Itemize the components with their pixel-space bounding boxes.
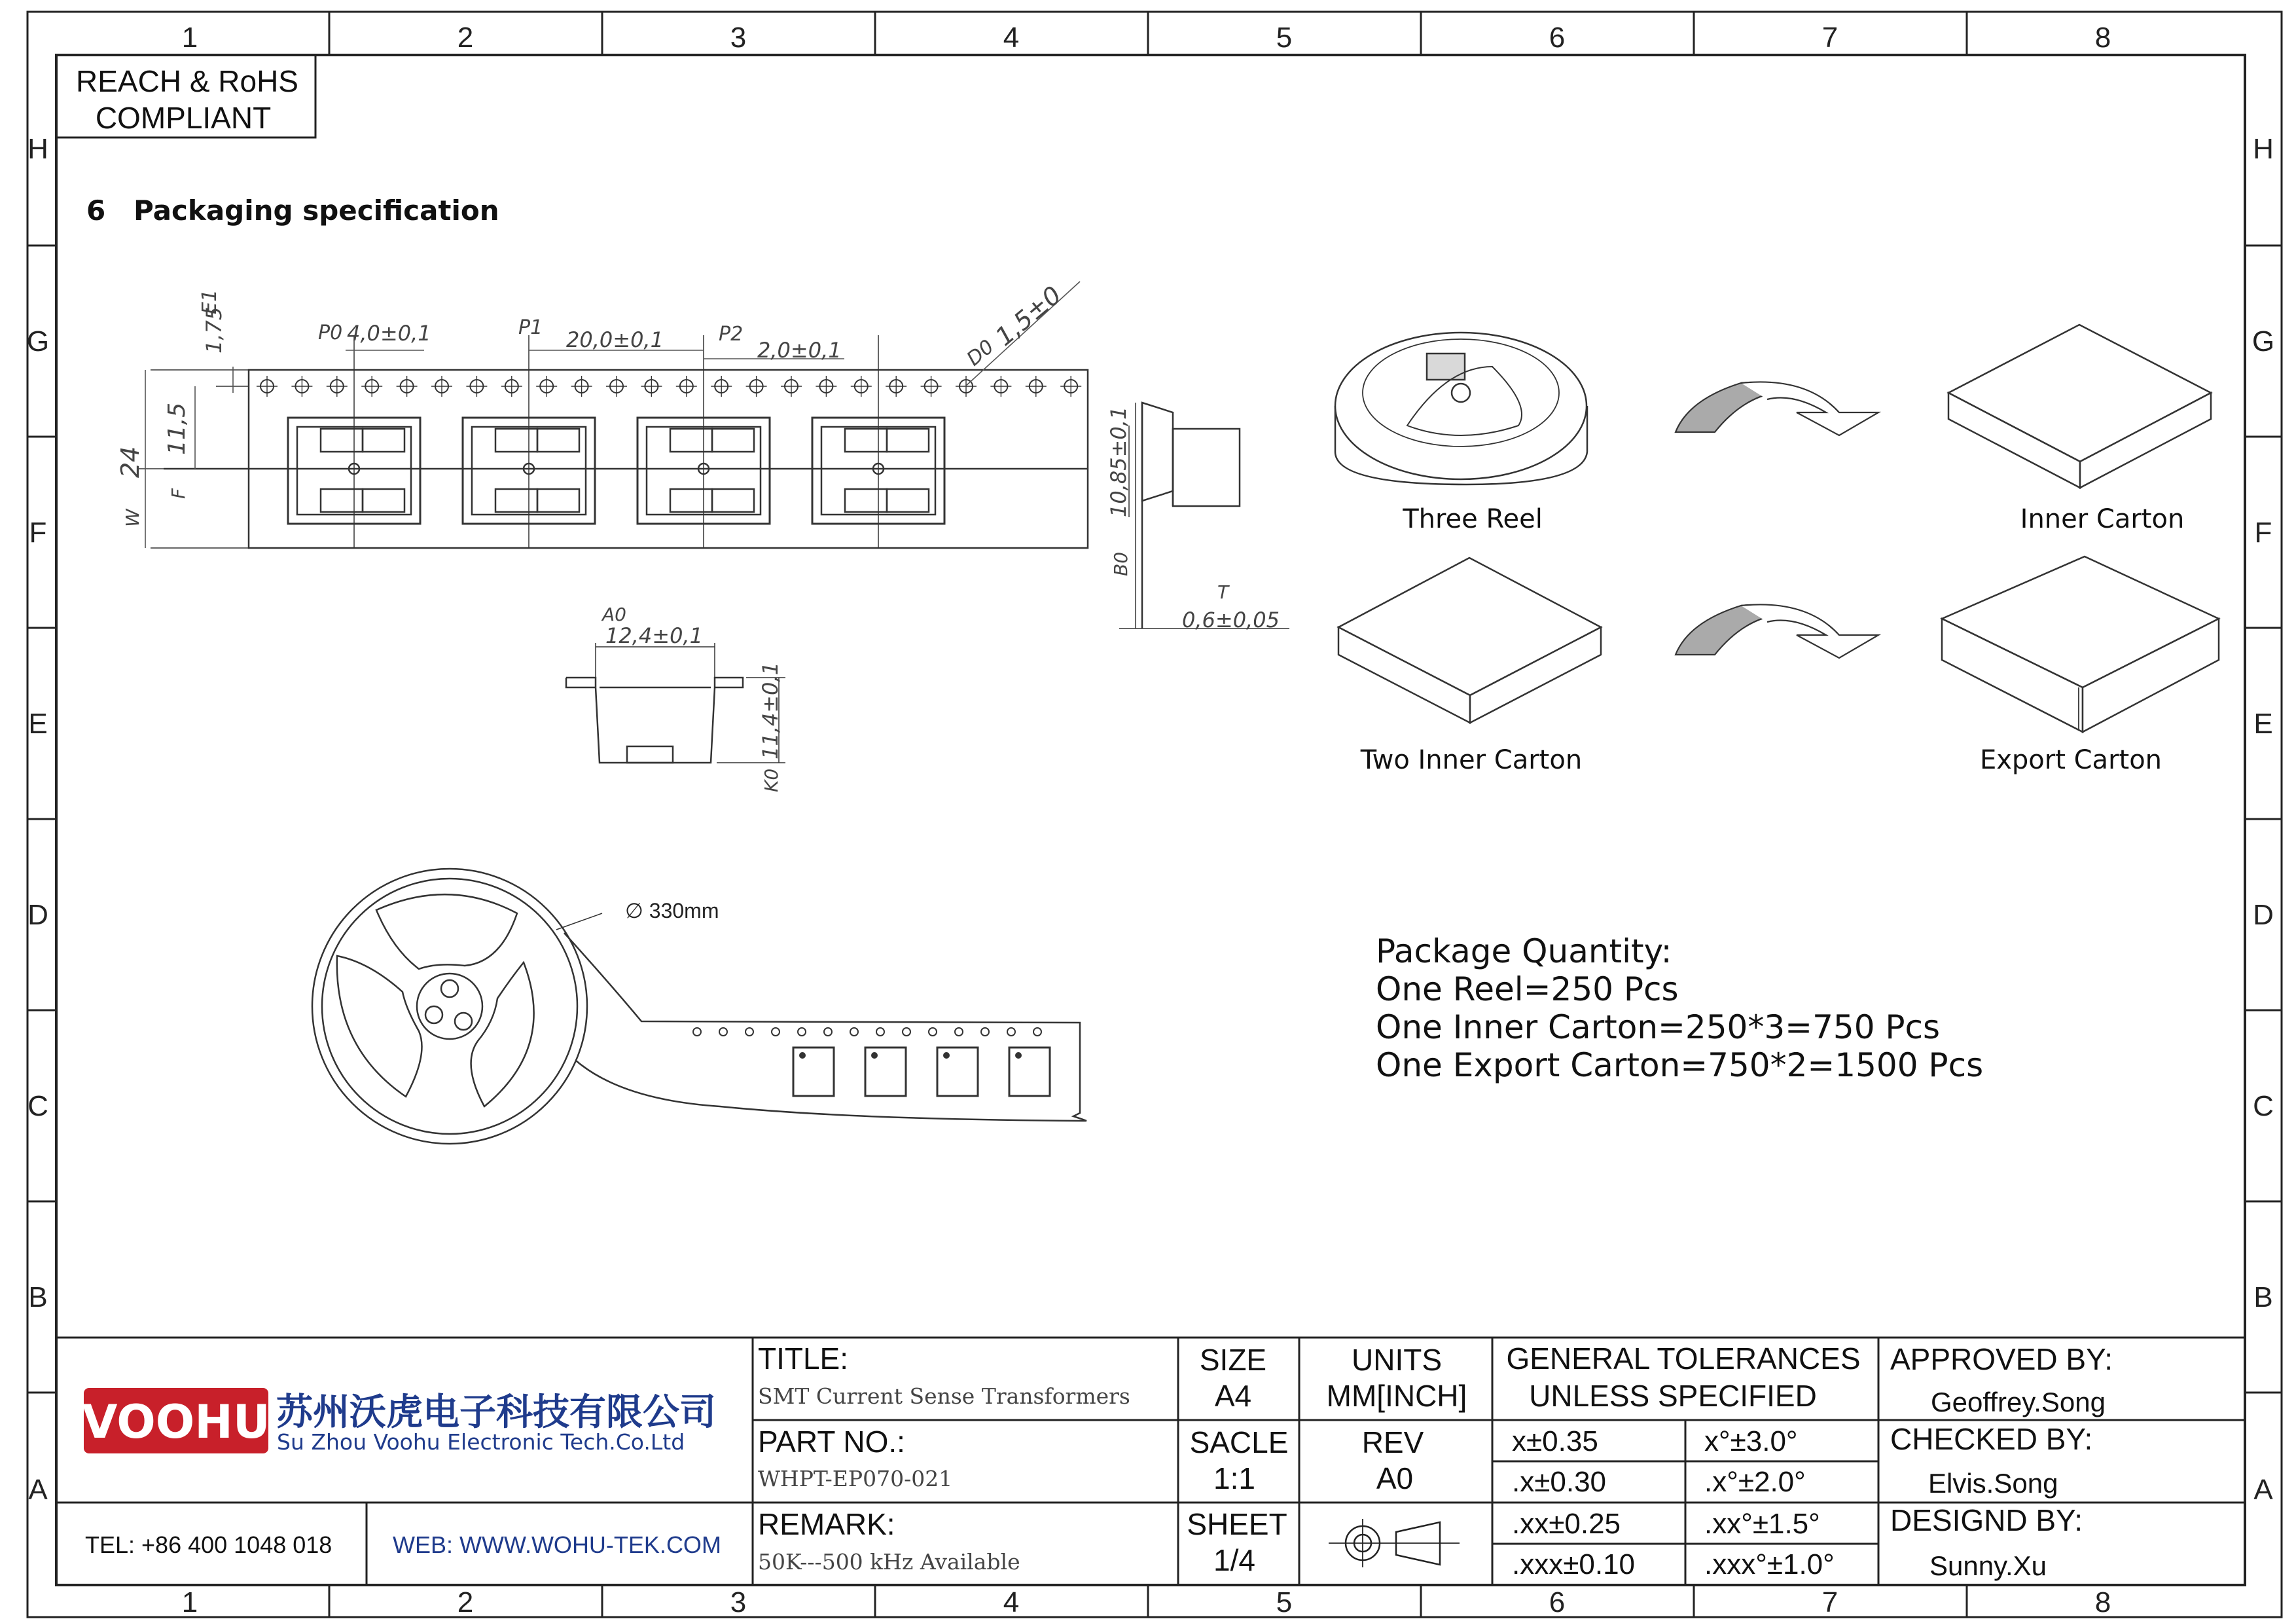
dim-k0-value: 11,4±0,1	[758, 662, 783, 759]
col-label-6-bottom: 6	[1549, 1586, 1566, 1618]
sprocket-hole-crosshair	[641, 376, 662, 397]
package-quantity-line-2: One Inner Carton=250*3=750 Pcs	[1376, 1008, 1941, 1046]
dim-t-value: 0,6±0,05	[1182, 608, 1280, 632]
package-quantity-heading: Package Quantity:	[1376, 932, 1672, 970]
units-label: UNITS	[1352, 1343, 1442, 1377]
label-export-carton: Export Carton	[1979, 745, 2162, 775]
reel-tape-hole	[798, 1028, 806, 1036]
row-label-a-right: A	[2253, 1474, 2273, 1506]
tolerance-1-linear: x±0.35	[1512, 1425, 1598, 1457]
col-label-8-top: 8	[2094, 22, 2111, 54]
dim-e1-value: 1,75	[202, 306, 226, 354]
sprocket-hole-crosshair	[536, 376, 557, 397]
tolerance-3-linear: .xx±0.25	[1512, 1508, 1621, 1540]
dim-p0-value: 4,0±0,1	[347, 321, 431, 346]
col-label-5-bottom: 5	[1276, 1586, 1293, 1618]
logo-text: VOOHU	[82, 1395, 270, 1449]
reel-tape-hole	[1033, 1028, 1041, 1036]
dim-f-tag: F	[168, 488, 189, 499]
carton-3d-two-inner	[1338, 558, 1601, 723]
flow-arrow-icon-2	[1676, 604, 1878, 658]
title-label: TITLE:	[758, 1341, 849, 1376]
reel-tape-hole	[772, 1028, 780, 1036]
dim-p0-tag: P0	[318, 321, 343, 344]
sprocket-hole-crosshair	[571, 376, 592, 397]
sprocket-hole-crosshair	[746, 376, 767, 397]
compliance-box	[56, 55, 315, 137]
row-label-h-right: H	[2253, 133, 2274, 165]
col-label-7-top: 7	[1821, 22, 1839, 54]
package-quantity	[1376, 932, 1983, 1084]
dim-w-value: 24	[116, 446, 145, 478]
carton-3d-inner	[1948, 325, 2211, 488]
col-label-5-top: 5	[1276, 22, 1293, 54]
label-two-inner-carton: Two Inner Carton	[1360, 745, 1583, 775]
col-label-6-top: 6	[1549, 22, 1566, 54]
sprocket-hole-crosshair	[501, 376, 522, 397]
tape-side-view-labels	[1106, 407, 1280, 632]
sprocket-hole-crosshair	[1026, 376, 1047, 397]
row-label-c-left: C	[27, 1090, 48, 1122]
sprocket-hole-crosshair	[1060, 376, 1081, 397]
units-value: MM[INCH]	[1326, 1379, 1467, 1413]
section-number: 6	[86, 194, 106, 227]
scale-label: SACLE	[1189, 1425, 1289, 1459]
col-label-2-top: 2	[457, 22, 474, 54]
approved-label: APPROVED BY:	[1890, 1342, 2113, 1376]
row-label-g-right: G	[2251, 325, 2275, 357]
sprocket-hole-crosshair	[990, 376, 1011, 397]
reel-3d-icon	[1335, 333, 1587, 484]
sprocket-hole-crosshair	[291, 376, 312, 397]
scale-value: 1:1	[1213, 1461, 1255, 1495]
dim-p2-value: 2,0±0,1	[757, 338, 842, 363]
col-label-3-top: 3	[730, 22, 747, 54]
sprocket-hole-crosshair	[921, 376, 942, 397]
col-label-7-bottom: 7	[1821, 1586, 1839, 1618]
designed-label: DESIGND BY:	[1890, 1503, 2083, 1537]
label-three-reel: Three Reel	[1403, 504, 1543, 534]
rev-label: REV	[1361, 1425, 1424, 1459]
checked-value: Elvis.Song	[1928, 1468, 2058, 1499]
company-tel: TEL: +86 400 1048 018	[85, 1531, 332, 1558]
sprocket-hole-crosshair	[781, 376, 802, 397]
title-value: SMT Current Sense Transformers	[758, 1383, 1130, 1409]
row-label-b-right: B	[2253, 1281, 2273, 1313]
row-label-h-left: H	[27, 133, 48, 165]
designed-value: Sunny.Xu	[1929, 1550, 2047, 1581]
col-label-2-bottom: 2	[457, 1586, 474, 1618]
reel-tape-hole	[1007, 1028, 1015, 1036]
reel-tape-hole	[693, 1028, 701, 1036]
sprocket-hole-crosshair	[851, 376, 872, 397]
col-label-3-bottom: 3	[730, 1586, 747, 1618]
third-angle-projection-icon	[1329, 1519, 1460, 1567]
dim-b0-value: 10,85±0,1	[1106, 406, 1131, 517]
sprocket-hole-crosshair	[431, 376, 452, 397]
sprocket-hole-crosshair	[711, 376, 732, 397]
col-label-8-bottom: 8	[2094, 1586, 2111, 1618]
reel-diameter-label: ∅ 330mm	[625, 899, 719, 922]
dim-e1-tag: E1	[198, 289, 221, 314]
section-title: Packaging specification	[134, 194, 499, 227]
sprocket-hole-crosshair	[886, 376, 906, 397]
sprocket-hole-crosshair	[257, 376, 278, 397]
col-label-1-top: 1	[181, 22, 198, 54]
sprocket-hole-crosshair	[676, 376, 697, 397]
pocket-cross-section-labels	[601, 604, 783, 792]
reel-tape-hole	[929, 1028, 937, 1036]
sprocket-hole-crosshair	[816, 376, 836, 397]
dim-a0-value: 12,4±0,1	[605, 623, 703, 648]
reel-tape-hole	[719, 1028, 727, 1036]
sprocket-hole-crosshair	[466, 376, 487, 397]
tolerance-heading-2: UNLESS SPECIFIED	[1529, 1379, 1817, 1413]
tolerance-4-angular: .xxx°±1.0°	[1704, 1548, 1835, 1580]
sprocket-hole-crosshair	[361, 376, 382, 397]
company-name-en: Su Zhou Voohu Electronic Tech.Co.Ltd	[277, 1429, 685, 1455]
reel-tape-hole	[850, 1028, 858, 1036]
company-name-cn: 苏州沃虎电子科技有限公司	[276, 1391, 716, 1434]
label-inner-carton: Inner Carton	[2020, 504, 2185, 534]
sprocket-holes	[257, 376, 1081, 397]
compliance-line-1: REACH & RoHS	[76, 64, 298, 98]
remark-label: REMARK:	[758, 1507, 895, 1541]
company-web: WEB: WWW.WOHU-TEK.COM	[393, 1531, 721, 1558]
row-label-e-left: E	[28, 708, 48, 740]
remark-value: 50K---500 kHz Available	[758, 1549, 1020, 1575]
dim-d0-value: 1,5±0	[990, 280, 1067, 352]
part-no-label: PART NO.:	[758, 1425, 905, 1459]
checked-label: CHECKED BY:	[1890, 1422, 2093, 1456]
approved-value: Geoffrey.Song	[1931, 1387, 2106, 1417]
reel-tape-parts	[693, 1028, 1050, 1096]
sheet-label: SHEET	[1187, 1507, 1287, 1541]
col-label-4-top: 4	[1003, 22, 1020, 54]
part-no-value: WHPT-EP070-021	[758, 1466, 953, 1491]
row-label-c-right: C	[2253, 1090, 2274, 1122]
dim-b0-tag: B0	[1110, 551, 1132, 576]
reel-tape-hole	[824, 1028, 832, 1036]
package-quantity-line-1: One Reel=250 Pcs	[1376, 970, 1679, 1008]
dim-p2-tag: P2	[719, 323, 744, 346]
row-label-b-left: B	[28, 1281, 48, 1313]
dim-w-tag: W	[122, 509, 143, 527]
dim-f-value: 11,5	[164, 402, 190, 455]
rev-value: A0	[1376, 1461, 1414, 1495]
component-pin1-dot	[944, 1053, 949, 1058]
tolerance-3-angular: .xx°±1.5°	[1704, 1508, 1820, 1540]
sprocket-hole-crosshair	[327, 376, 348, 397]
row-label-d-left: D	[27, 899, 48, 931]
flow-arrow-icon-1	[1676, 382, 1878, 435]
reel-tape-hole	[876, 1028, 884, 1036]
sheet-value: 1/4	[1213, 1543, 1255, 1577]
sprocket-hole-crosshair	[606, 376, 627, 397]
tape-side-view	[1119, 403, 1289, 629]
size-value: A4	[1214, 1379, 1252, 1413]
row-label-e-right: E	[2253, 708, 2273, 740]
row-label-f-right: F	[2254, 517, 2272, 549]
dim-k0-tag: K0	[761, 768, 782, 792]
tape-dimension-lines	[145, 282, 1080, 548]
component-pin1-dot	[800, 1053, 805, 1058]
component-pin1-dot	[1016, 1053, 1021, 1058]
tolerance-2-linear: .x±0.30	[1512, 1466, 1607, 1498]
carton-3d-export	[1942, 556, 2219, 732]
col-label-1-bottom: 1	[181, 1586, 198, 1618]
tolerance-heading-1: GENERAL TOLERANCES	[1506, 1341, 1861, 1376]
dim-p1-value: 20,0±0,1	[566, 327, 664, 352]
tape-dimension-labels	[116, 280, 1067, 527]
package-quantity-line-3: One Export Carton=750*2=1500 Pcs	[1376, 1046, 1984, 1084]
compliance-line-2: COMPLIANT	[95, 101, 272, 135]
component-pin1-dot	[872, 1053, 877, 1058]
row-label-a-left: A	[28, 1474, 48, 1506]
sprocket-hole-crosshair	[397, 376, 418, 397]
row-label-g-left: G	[26, 325, 50, 357]
size-label: SIZE	[1199, 1343, 1267, 1377]
dim-d0-tag: D0	[962, 335, 999, 371]
row-label-d-right: D	[2253, 899, 2274, 931]
carrier-tape-top-view	[137, 335, 1088, 548]
tolerance-1-angular: x°±3.0°	[1704, 1425, 1798, 1457]
dim-p1-tag: P1	[518, 316, 543, 339]
row-label-f-left: F	[29, 517, 47, 549]
sheet-frame	[27, 12, 2282, 1617]
pocket-cross-section	[566, 643, 785, 763]
tolerance-2-angular: .x°±2.0°	[1704, 1466, 1806, 1498]
reel-tape-hole	[955, 1028, 963, 1036]
reel-tape-hole	[981, 1028, 989, 1036]
reel-tape-hole	[903, 1028, 910, 1036]
dim-a0-tag: A0	[602, 604, 626, 625]
col-label-4-bottom: 4	[1003, 1586, 1020, 1618]
tolerance-4-linear: .xxx±0.10	[1512, 1548, 1636, 1580]
company-logo	[82, 1388, 270, 1453]
dim-t-tag: T	[1217, 581, 1229, 603]
reel-tape-hole	[745, 1028, 753, 1036]
